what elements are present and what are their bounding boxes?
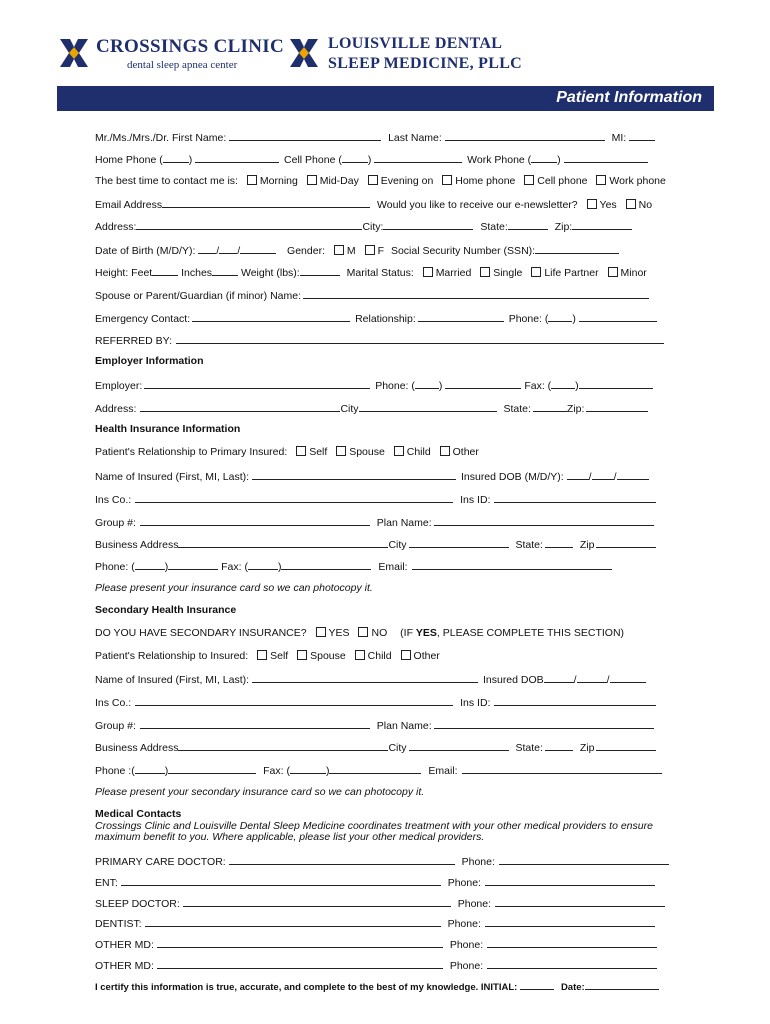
sec-group-field[interactable] — [140, 718, 370, 729]
employer-state-label: State: — [503, 403, 531, 415]
sec-spouse-label: Spouse — [310, 650, 346, 662]
sec-insured-dob-label: Insured DOB — [482, 674, 544, 686]
cell-phone-field[interactable] — [374, 152, 462, 163]
emergency-phone-label: Phone: ( — [508, 313, 549, 325]
insured-dob-year-field[interactable] — [617, 469, 649, 480]
employer-label: Employer: — [95, 380, 143, 392]
sec-business-zip-label: Zip — [579, 742, 595, 754]
secondary-instruction-a: (IF — [400, 627, 416, 639]
sec-phone-field[interactable] — [168, 763, 256, 774]
mi-label: MI: — [611, 132, 627, 144]
medical-contacts-heading: Medical Contacts — [95, 808, 182, 820]
gender-m-checkbox[interactable] — [334, 245, 344, 255]
secondary-no-checkbox[interactable] — [358, 627, 368, 637]
self-checkbox[interactable] — [296, 446, 306, 456]
provider-label: OTHER MD: — [95, 960, 154, 972]
sec-insured-name-field[interactable] — [252, 672, 478, 683]
zip-label: Zip: — [554, 221, 573, 233]
date-field[interactable] — [585, 979, 659, 990]
gender-f-checkbox[interactable] — [365, 245, 375, 255]
sec-other-label: Other — [413, 650, 440, 662]
paren-close: ) — [572, 313, 576, 325]
provider-field[interactable] — [183, 896, 451, 907]
paren-close: ) — [325, 765, 330, 777]
provider-label: OTHER MD: — [95, 939, 154, 951]
provider-phone-label: Phone: — [447, 918, 481, 930]
relationship-field[interactable] — [418, 311, 504, 322]
provider-row — [95, 916, 650, 931]
work-phone-field[interactable] — [564, 152, 648, 163]
ins-co-field[interactable] — [135, 492, 453, 503]
ins-phone-field[interactable] — [168, 559, 218, 570]
newsletter-no-checkbox[interactable] — [626, 199, 636, 209]
city-field[interactable] — [383, 219, 473, 230]
provider-label: PRIMARY CARE DOCTOR: — [95, 856, 226, 868]
group-row — [95, 515, 650, 530]
sec-business-city-label: City — [388, 742, 407, 754]
email-field[interactable] — [162, 197, 370, 208]
sec-phone-row — [95, 763, 650, 778]
secondary-card-note: Please present your secondary insurance card so we can photocopy it. — [95, 786, 425, 798]
business-state-label: State: — [515, 539, 543, 551]
sec-self-label: Self — [270, 650, 289, 662]
state-label: State: — [480, 221, 508, 233]
employer-fax-field[interactable] — [579, 378, 653, 389]
insured-dob-month-field[interactable] — [567, 469, 589, 480]
louisville-dental-name: LOUISVILLE DENTAL — [328, 35, 503, 52]
phones-row — [95, 152, 650, 167]
child-label: Child — [406, 446, 431, 458]
secondary-relationship-label: Patient's Relationship to Insured: — [95, 650, 249, 662]
email-label: Email Address — [95, 199, 163, 211]
provider-phone-field[interactable] — [495, 896, 665, 907]
group-field[interactable] — [140, 515, 370, 526]
yes-label: Yes — [599, 199, 617, 211]
sec-fax-area-field[interactable] — [290, 763, 326, 774]
referred-label: REFERRED BY: — [95, 335, 173, 347]
cell-phone-label: Cell Phone ( — [284, 154, 342, 166]
insurance-card-note: Please present your insurance card so we can photocopy it. — [95, 582, 373, 594]
title-bar — [57, 86, 714, 111]
employer-city-label: City — [340, 403, 359, 415]
group-label: Group #: — [95, 517, 136, 529]
height-row — [95, 265, 650, 280]
sec-plan-name-field[interactable] — [434, 718, 654, 729]
dob-label: Date of Birth (M/D/Y): — [95, 245, 196, 257]
sec-plan-name-label: Plan Name: — [376, 720, 432, 732]
ins-co-row — [95, 492, 650, 507]
paren-close: ) — [438, 380, 443, 392]
sec-ins-co-label: Ins Co.: — [95, 697, 132, 709]
sec-other-checkbox[interactable] — [401, 650, 411, 660]
home-phone-label: Home Phone ( — [95, 154, 163, 166]
provider-phone-label: Phone: — [461, 856, 495, 868]
date-label: Date: — [560, 982, 585, 993]
paren-close: ) — [277, 561, 282, 573]
sec-business-address-field[interactable] — [178, 740, 388, 751]
name-row — [95, 130, 650, 145]
provider-phone-label: Phone: — [449, 960, 484, 972]
cell-phone-checkbox[interactable] — [524, 175, 534, 185]
self-label: Self — [309, 446, 328, 458]
slash: / — [573, 674, 577, 686]
emergency-phone-field[interactable] — [579, 311, 657, 322]
employer-fax-area-field[interactable] — [551, 378, 575, 389]
single-checkbox[interactable] — [480, 267, 490, 277]
sec-group-label: Group #: — [95, 720, 136, 732]
emergency-area-field[interactable] — [548, 311, 572, 322]
sec-phone-label: Phone :( — [95, 765, 135, 777]
state-field[interactable] — [508, 219, 548, 230]
gender-label: Gender: — [287, 245, 325, 257]
secondary-yes-label: YES — [328, 627, 350, 639]
employer-zip-label: Zip: — [566, 403, 585, 415]
sec-insured-name-row — [95, 672, 650, 687]
morning-label: Morning — [259, 175, 298, 187]
home-phone-checkbox[interactable] — [442, 175, 452, 185]
employer-phone-field[interactable] — [445, 378, 521, 389]
health-insurance-heading: Health Insurance Information — [95, 423, 241, 435]
secondary-instruction-b: , PLEASE COMPLETE THIS SECTION) — [436, 627, 625, 639]
sec-group-row — [95, 718, 650, 733]
secondary-insurance-heading: Secondary Health Insurance — [95, 604, 237, 616]
midday-checkbox[interactable] — [307, 175, 317, 185]
relationship-label: Relationship: — [355, 313, 416, 325]
inches-label: Inches — [181, 267, 213, 279]
newsletter-label: Would you like to receive our e-newsletter? — [377, 199, 578, 211]
sec-insured-name-label: Name of Insured (First, MI, Last): — [95, 674, 250, 686]
crossings-clinic-tagline: dental sleep apnea center — [127, 59, 238, 71]
ins-id-field[interactable] — [494, 492, 656, 503]
newsletter-yes-checkbox[interactable] — [587, 199, 597, 209]
sec-business-city-field[interactable] — [409, 740, 509, 751]
provider-field[interactable] — [157, 937, 443, 948]
medical-contacts-note-2: maximum benefit to you. Where applicable, please list your other medical providers. — [95, 831, 485, 843]
single-label: Single — [493, 267, 523, 279]
city-label: City: — [362, 221, 384, 233]
referred-field[interactable] — [176, 333, 664, 344]
slash: / — [216, 245, 220, 257]
ins-phone-label: Phone: ( — [95, 561, 135, 573]
louisville-logo-icon — [287, 36, 321, 70]
paren-close: ) — [164, 561, 169, 573]
crossings-clinic-name: CROSSINGS CLINIC — [96, 36, 284, 57]
medical-contacts-note-1: Crossings Clinic and Louisville Dental Sleep Medicine coordinates treatment with your other medical providers to ensure — [95, 820, 653, 832]
work-phone-label: Work Phone ( — [467, 154, 532, 166]
sec-self-checkbox[interactable] — [257, 650, 267, 660]
insured-name-row — [95, 469, 650, 484]
referred-row — [95, 333, 650, 348]
work-phone-checkbox[interactable] — [596, 175, 606, 185]
secondary-no-label: NO — [371, 627, 388, 639]
initial-field[interactable] — [520, 979, 554, 990]
ins-co-label: Ins Co.: — [95, 494, 132, 506]
spouse-label: Spouse or Parent/Guardian (if minor) Name: — [95, 290, 302, 302]
provider-phone-field[interactable] — [499, 854, 669, 865]
slash: / — [613, 471, 617, 483]
ins-email-label: Email: — [378, 561, 408, 573]
life-partner-label: Life Partner — [544, 267, 599, 279]
home-phone-option-label: Home phone — [455, 175, 516, 187]
emergency-row — [95, 311, 650, 326]
certify-row — [95, 979, 650, 994]
plan-name-field[interactable] — [434, 515, 654, 526]
other-label: Other — [452, 446, 479, 458]
inches-field[interactable] — [212, 265, 238, 276]
paren-close: ) — [575, 380, 579, 392]
provider-label: DENTIST: — [95, 918, 142, 930]
provider-field[interactable] — [157, 958, 443, 969]
first-name-field[interactable] — [229, 130, 381, 141]
provider-field[interactable] — [229, 854, 455, 865]
cell-phone-area-field[interactable] — [342, 152, 368, 163]
crossings-logo-icon — [57, 36, 91, 70]
ssn-label: Social Security Number (SSN): — [390, 245, 536, 257]
employer-state-field[interactable] — [533, 401, 567, 412]
provider-row — [95, 937, 650, 952]
sec-spouse-checkbox[interactable] — [297, 650, 307, 660]
provider-row — [95, 958, 650, 973]
employer-address-field[interactable] — [140, 401, 340, 412]
sec-fax-field[interactable] — [329, 763, 421, 774]
midday-label: Mid-Day — [319, 175, 359, 187]
contact-time-label: The best time to contact me is: — [95, 175, 238, 187]
evening-checkbox[interactable] — [368, 175, 378, 185]
married-label: Married — [435, 267, 472, 279]
provider-phone-label: Phone: — [447, 877, 481, 889]
height-feet-field[interactable] — [152, 265, 178, 276]
spouse-option-label: Spouse — [349, 446, 385, 458]
dob-row — [95, 243, 650, 258]
sec-email-label: Email: — [428, 765, 458, 777]
home-phone-field[interactable] — [195, 152, 279, 163]
sec-ins-id-field[interactable] — [494, 695, 656, 706]
home-phone-area-field[interactable] — [163, 152, 189, 163]
spouse-field[interactable] — [303, 288, 649, 299]
business-address-row — [95, 537, 650, 552]
m-label: M — [346, 245, 356, 257]
ssn-field[interactable] — [535, 243, 619, 254]
secondary-question-row — [95, 627, 650, 640]
last-name-label: Last Name: — [388, 132, 442, 144]
insured-name-label: Name of Insured (First, MI, Last): — [95, 471, 250, 483]
business-address-label: Business Address — [95, 539, 179, 551]
provider-row — [95, 875, 650, 890]
sec-ins-id-label: Ins ID: — [460, 697, 491, 709]
provider-label: SLEEP DOCTOR: — [95, 898, 180, 910]
evening-label: Evening on — [380, 175, 434, 187]
primary-relationship-label: Patient's Relationship to Primary Insured: — [95, 446, 288, 458]
height-feet-label: Height: Feet — [95, 267, 153, 279]
ins-email-field[interactable] — [412, 559, 612, 570]
contact-time-row — [95, 175, 666, 188]
employer-zip-field[interactable] — [586, 401, 648, 412]
provider-row — [95, 854, 650, 869]
ins-id-label: Ins ID: — [460, 494, 491, 506]
insured-dob-label: Insured DOB (M/D/Y): — [460, 471, 564, 483]
employer-address-row — [95, 401, 650, 416]
employer-phone-label: Phone: ( — [375, 380, 415, 392]
employer-row — [95, 378, 650, 393]
provider-field[interactable] — [121, 875, 441, 886]
ins-fax-area-field[interactable] — [248, 559, 278, 570]
paren-close: ) — [367, 154, 372, 166]
business-state-field[interactable] — [545, 537, 573, 548]
sec-ins-co-field[interactable] — [135, 695, 453, 706]
sec-business-state-field[interactable] — [545, 740, 573, 751]
provider-phone-field[interactable] — [485, 916, 655, 927]
sec-business-zip-field[interactable] — [596, 740, 656, 751]
marital-label: Marital Status: — [346, 267, 414, 279]
business-city-label: City — [388, 539, 407, 551]
minor-checkbox[interactable] — [608, 267, 618, 277]
email-row — [95, 197, 653, 212]
other-checkbox[interactable] — [440, 446, 450, 456]
emergency-field[interactable] — [192, 311, 350, 322]
sec-child-checkbox[interactable] — [355, 650, 365, 660]
provider-field[interactable] — [145, 916, 441, 927]
life-partner-checkbox[interactable] — [531, 267, 541, 277]
ins-fax-field[interactable] — [281, 559, 371, 570]
zip-field[interactable] — [572, 219, 632, 230]
sec-fax-label: Fax: ( — [263, 765, 290, 777]
sec-child-label: Child — [367, 650, 392, 662]
louisville-dental-subname: SLEEP MEDICINE, PLLC — [328, 55, 523, 72]
provider-phone-field[interactable] — [487, 958, 657, 969]
morning-checkbox[interactable] — [247, 175, 257, 185]
sec-ins-co-row — [95, 695, 650, 710]
provider-phone-label: Phone: — [449, 939, 484, 951]
ins-phone-area-field[interactable] — [135, 559, 165, 570]
slash: / — [606, 674, 610, 686]
paren-close: ) — [188, 154, 193, 166]
provider-label: ENT: — [95, 877, 118, 889]
last-name-field[interactable] — [445, 130, 605, 141]
address-field[interactable] — [136, 219, 362, 230]
ins-fax-label: Fax: ( — [221, 561, 248, 573]
sec-dob-year-field[interactable] — [610, 672, 646, 683]
work-phone-area-field[interactable] — [531, 152, 557, 163]
business-city-field[interactable] — [409, 537, 509, 548]
spouse-row — [95, 288, 650, 303]
secondary-yes-checkbox[interactable] — [316, 627, 326, 637]
primary-relationship-row — [95, 446, 650, 459]
sec-dob-month-field[interactable] — [544, 672, 574, 683]
insured-dob-day-field[interactable] — [592, 469, 614, 480]
provider-phone-field[interactable] — [487, 937, 657, 948]
weight-field[interactable] — [300, 265, 340, 276]
emergency-label: Emergency Contact: — [95, 313, 191, 325]
sec-business-address-row — [95, 740, 650, 755]
employer-address-label: Address: — [95, 403, 137, 415]
employer-section-heading: Employer Information — [95, 355, 204, 367]
cell-phone-option-label: Cell phone — [537, 175, 588, 187]
business-zip-label: Zip — [579, 539, 595, 551]
f-label: F — [377, 245, 385, 257]
provider-phone-field[interactable] — [485, 875, 655, 886]
no-label: No — [638, 199, 653, 211]
address-row — [95, 219, 650, 234]
business-zip-field[interactable] — [596, 537, 656, 548]
plan-name-label: Plan Name: — [376, 517, 432, 529]
employer-area-field[interactable] — [415, 378, 439, 389]
insurance-phone-row — [95, 559, 650, 574]
mi-field[interactable] — [629, 130, 655, 141]
address-label: Address: — [95, 221, 137, 233]
sec-email-field[interactable] — [462, 763, 662, 774]
sec-dob-day-field[interactable] — [577, 672, 607, 683]
minor-label: Minor — [620, 267, 647, 279]
employer-fax-label: Fax: ( — [524, 380, 552, 392]
work-phone-option-label: Work phone — [609, 175, 666, 187]
employer-city-field[interactable] — [359, 401, 497, 412]
slash: / — [588, 471, 592, 483]
dob-day-field[interactable] — [219, 243, 237, 254]
employer-field[interactable] — [144, 378, 370, 389]
secondary-question-label: DO YOU HAVE SECONDARY INSURANCE? — [95, 627, 307, 639]
secondary-instruction-yes: YES — [415, 627, 437, 639]
page-title: Patient Information — [556, 89, 702, 106]
child-checkbox[interactable] — [394, 446, 404, 456]
provider-row — [95, 896, 650, 911]
provider-phone-label: Phone: — [457, 898, 492, 910]
weight-label: Weight (lbs): — [240, 267, 300, 279]
slash: / — [237, 245, 241, 257]
spouse-checkbox[interactable] — [336, 446, 346, 456]
business-address-field[interactable] — [178, 537, 388, 548]
married-checkbox[interactable] — [423, 267, 433, 277]
dob-month-field[interactable] — [198, 243, 216, 254]
insured-name-field[interactable] — [252, 469, 456, 480]
certify-label: I certify this information is true, accurate, and complete to the best of my knowledge. INITIAL: — [95, 982, 518, 993]
paren-close: ) — [164, 765, 169, 777]
paren-close: ) — [557, 154, 561, 166]
sec-phone-area-field[interactable] — [135, 763, 165, 774]
sec-business-address-label: Business Address — [95, 742, 179, 754]
secondary-relationship-row — [95, 650, 650, 663]
first-name-label: Mr./Ms./Mrs./Dr. First Name: — [95, 132, 227, 144]
dob-year-field[interactable] — [240, 243, 276, 254]
sec-business-state-label: State: — [515, 742, 543, 754]
